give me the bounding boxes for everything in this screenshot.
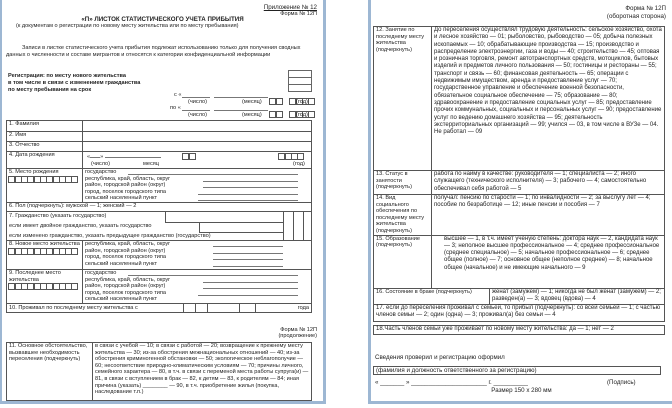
education-label: 15. Образование (подчеркнуть) bbox=[374, 235, 432, 288]
form-title: «П» ЛИСТОК СТАТИСТИЧЕСКОГО УЧЕТА ПРИБЫТИЯ bbox=[81, 16, 244, 23]
continued-form-number: Форма № 12П bbox=[280, 327, 317, 333]
family-already-living-options[interactable]: 18.Часть членов семьи уже проживает по новому месту жительства: да — 1; нет — 2 bbox=[374, 325, 665, 334]
day-caption: (число) bbox=[188, 99, 207, 105]
birth-month-caption: месяц bbox=[143, 161, 159, 167]
stay-from-day-line[interactable] bbox=[182, 97, 210, 98]
place-district: район, городской район (округ) bbox=[85, 182, 166, 189]
stay-to-day-line[interactable] bbox=[182, 110, 210, 111]
registration-type-3: по месту пребывания на срок bbox=[8, 87, 92, 93]
stay-to-label: по « bbox=[170, 105, 181, 111]
previous-citizenship-label: если изменено гражданство, указать предыдущее гражданство (государство) bbox=[9, 233, 211, 239]
citizenship-label: 7. Гражданство (указать государство) bbox=[9, 213, 107, 219]
form-number: Форма № 12П bbox=[280, 11, 317, 17]
reason-label: 11. Основное обстоятельство, вызвавшее необходимость переселения (подчеркнуть) bbox=[7, 343, 93, 401]
birthdate-field[interactable]: « » (число) месяц (год) bbox=[83, 152, 312, 169]
marital-status-options[interactable]: женат (замужем) — 1; никогда не был женат (замужем) — 2; разведен(а) — 3; вдовец (вдова) — 4 bbox=[490, 288, 665, 304]
residence-since-field[interactable] bbox=[7, 304, 312, 313]
last-country: государство bbox=[85, 270, 117, 276]
birthplace-label-text: 5. Место рождения bbox=[9, 169, 59, 175]
place-village: сельский населенный пункт bbox=[85, 195, 158, 202]
place-country: государство bbox=[85, 169, 117, 175]
registration-date-line[interactable]: « _______ » ______________________ г. __________ bbox=[375, 379, 528, 386]
form-front-page bbox=[0, 0, 326, 404]
new-residence-label-text: 8. Новое место жительства bbox=[9, 241, 80, 247]
occupation-label: 12. Занятие по последнему месту жительства (подчеркнуть) bbox=[374, 27, 432, 171]
back-table bbox=[373, 26, 665, 335]
dual-citizenship-label: если имеет двойное гражданство, указать государство bbox=[9, 223, 152, 229]
birthplace-code-boxes[interactable] bbox=[9, 177, 78, 183]
new-residence-code-boxes[interactable] bbox=[9, 249, 78, 255]
registration-type-1: Регистрация: по месту нового жительства bbox=[8, 73, 126, 79]
appendix-label: Приложение № 12 bbox=[263, 4, 317, 11]
patronymic-label: 3. Отчество bbox=[7, 142, 83, 152]
new-region: республика, край, область, округ bbox=[85, 241, 171, 247]
last-residence-label-text: 9. Последнее место жительства bbox=[9, 270, 61, 283]
place-town: город, поселок городского типа bbox=[85, 188, 167, 195]
back-side-note: (оборотная сторона) bbox=[606, 13, 666, 20]
last-residence-field[interactable] bbox=[83, 270, 312, 304]
verified-by-label: Сведения проверил и регистрацию оформил bbox=[375, 354, 505, 361]
stay-from-label: с « bbox=[174, 92, 182, 98]
birthdate-label: 4. Дата рождения bbox=[7, 152, 83, 169]
reason-table bbox=[6, 342, 312, 401]
new-district: район, городской район (округ) bbox=[85, 247, 166, 254]
day-caption: (число) bbox=[188, 112, 207, 118]
social-security-label: 14. Вид социального обеспечения по последнему месту жительства (подчеркнуть) bbox=[374, 195, 432, 236]
form-subtitle: (к документам о регистрации по новому месту жительства или по месту пребывания) bbox=[16, 23, 239, 29]
form-size-note: Размер 150 х 280 мм bbox=[491, 387, 552, 394]
month-caption: (месяц) bbox=[242, 112, 262, 118]
residence-since-label: 10. Проживал по последнему месту жительства с bbox=[9, 305, 138, 311]
stay-to-month-line[interactable] bbox=[214, 110, 268, 111]
back-form-number: Форма № 12П bbox=[625, 5, 666, 12]
birth-day-caption: (число) bbox=[91, 161, 110, 167]
birthplace-label bbox=[7, 169, 83, 203]
registration-type-boxes[interactable] bbox=[288, 70, 312, 92]
last-region: республика, край, область, округ bbox=[85, 276, 171, 283]
responsible-person-field[interactable]: (фамилия и должность ответственного за регистрацию) bbox=[373, 366, 661, 375]
last-residence-label bbox=[7, 270, 83, 304]
social-security-options[interactable]: получал: пенсию по старости — 1; по инвалидности — 2; за выслугу лет — 4; пособие по безработице — 12; иные пенсии и пособия — 7 bbox=[432, 195, 665, 236]
signature-caption: (Подпись) bbox=[607, 379, 636, 386]
education-options[interactable]: высшее — 1, в т.ч. имеет ученую степень: доктора наук — 2, кандидата наук — 3; неполное высшее профессиональное — 4; среднее профессиональное (среднее специальное) — 5; начальное профессиональное — 6; среднее общее (полное) — 7; основное общее (неполное среднее) — 8; начальное общее (начальное) и не имеющие начального — 9 bbox=[432, 235, 665, 288]
citizenship-field[interactable] bbox=[7, 212, 312, 241]
family-arrival-options[interactable]: 17. если до переселения проживал с семьей, то прибыл (подчеркнуть): со всей семьей — 1; с частью членов семьи — 2; один (одна) — 3; проживал(а) без семьи — 4 bbox=[374, 304, 665, 321]
last-residence-code-boxes[interactable] bbox=[9, 284, 78, 290]
personal-data-table bbox=[6, 120, 312, 313]
new-town: город, поселок городского типа bbox=[85, 254, 167, 261]
birthplace-field[interactable] bbox=[83, 169, 312, 203]
place-region: республика, край, область, округ bbox=[85, 175, 171, 182]
marital-status-label: 16. Состояние в браке (подчеркнуть) bbox=[374, 288, 490, 304]
confidentiality-notice: Записи в листке статистического учета прибытия подлежат использованию только для получения сводных данных о численности и составе мигрантов и относятся к категории конфиденциальной информации bbox=[6, 45, 301, 58]
reason-options[interactable]: в связи с учебой — 10; в связи с работой — 20; возвращение к прежнему месту жительства — 30; из-за обострения межнациональных отношений — 40; из-за обострения криминогенной обстановки — 50; экологическое неблагополучие — 60; несоответствие природно-климатическим условиям — 70; причины личного, семейного характера — 80, в т.ч. в связи с переменой места работы супруга(и) — 81, в связи с вступлением в брак — 82, к детям — 83, к родителям — 84; иная причина (указать) ________ — 90, в т.ч. приобретение жилья (покупка, наследование т.п.) bbox=[93, 343, 312, 401]
stay-from-month-line[interactable] bbox=[214, 97, 268, 98]
sex-field[interactable]: 6. Пол (подчеркнуть): мужской — 1; женский — 2 bbox=[7, 203, 312, 212]
birth-year-caption: (год) bbox=[293, 161, 305, 167]
registration-type-2: в том числе в связи с изменением гражданства bbox=[8, 80, 141, 86]
patronymic-field[interactable] bbox=[83, 142, 312, 152]
new-residence-field[interactable] bbox=[83, 241, 312, 270]
year-caption: (год) bbox=[296, 112, 308, 118]
month-caption: (месяц) bbox=[242, 99, 262, 105]
employment-status-options[interactable]: работа по найму в качестве: руководителя — 1; специалиста — 2; иного служащего (технического исполнителя) — 3; рабочего — 4; самостоятельно обеспечивал себя работой — 5 bbox=[432, 171, 665, 195]
last-district: район, городской район (округ) bbox=[85, 283, 166, 290]
year-suffix: года bbox=[297, 305, 309, 311]
employment-status-label: 13. Статус в занятости (подчеркнуть) bbox=[374, 171, 432, 195]
surname-label: 1. Фамилия bbox=[7, 121, 83, 132]
last-town: город, поселок городского типа bbox=[85, 289, 167, 296]
name-field[interactable] bbox=[83, 132, 312, 142]
name-label: 2. Имя bbox=[7, 132, 83, 142]
last-village: сельский населенный пункт bbox=[85, 296, 158, 303]
surname-field[interactable] bbox=[83, 121, 312, 132]
continued-note: (продолжение) bbox=[278, 333, 317, 339]
form-back-page bbox=[368, 0, 672, 404]
year-caption: (год) bbox=[296, 99, 308, 105]
occupation-options[interactable]: До переселения осуществлял трудовую деятельность: сельское хозяйство, охота и лесное хозяйство — 01; рыболовство, рыбоводство — 05; добыча полезных ископаемых — 10; обрабатывающие производства — 15; производство и распределение электроэнергии, газа и воды — 40; строительство — 45; оптовая и розничная торговля, ремонт автотранспортных средств, мотоциклов, бытовых изделий и предметов личного пользования — 50; гостиницы и рестораны — 55; транспорт и связь — 60; финансовая деятельность — 65; операции с недвижимым имуществом, аренда и предоставление услуг — 70; государственное управление и обеспечение военной безопасности, обязательное социальное обеспечение — 75; образование — 80; здравоохранение и предоставление социальных услуг — 85; предоставление прочих коммунальных, социальных и персональных услуг — 90; предоставление услуг по ведению домашнего хозяйства — 95; деятельность экстерриториальных организаций — 99; учился — 03, в том числе в ВУЗе — 04. Не работал — 09 bbox=[432, 27, 665, 171]
new-residence-label bbox=[7, 241, 83, 270]
new-village: сельский населенный пункт bbox=[85, 260, 158, 267]
